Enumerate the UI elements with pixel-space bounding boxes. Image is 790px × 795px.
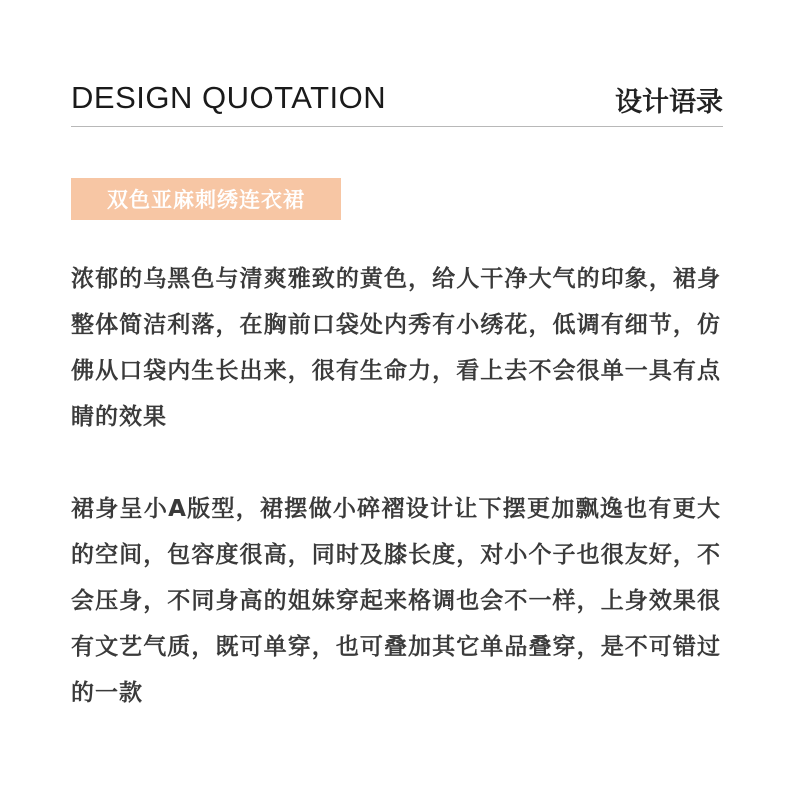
header-title-chinese: 设计语录 [615,87,723,118]
description-paragraph: 裙身呈小A版型，裙摆做小碎褶设计让下摆更加飘逸也有更大的空间，包容度很高，同时及膝长度，对小个子也很友好，不会压身，不同身高的姐妹穿起来格调也会不一样，上身效果很有文艺气质，既可单穿，也可叠加其它单品叠穿，是不可错过的一款 [71,496,721,706]
header-divider [71,126,723,127]
product-name-label: 双色亚麻刺绣连衣裙 [107,188,305,212]
product-name-tag [71,178,341,220]
section-header [71,78,723,118]
header-title-english: DESIGN QUOTATION [71,80,387,115]
description-paragraph: 浓郁的乌黑色与清爽雅致的黄色，给人干净大气的印象，裙身整体简洁利落，在胸前口袋处内秀有小绣花，低调有细节，仿佛从口袋内生长出来，很有生命力，看上去不会很单一具有点睛的效果 [71,266,721,430]
